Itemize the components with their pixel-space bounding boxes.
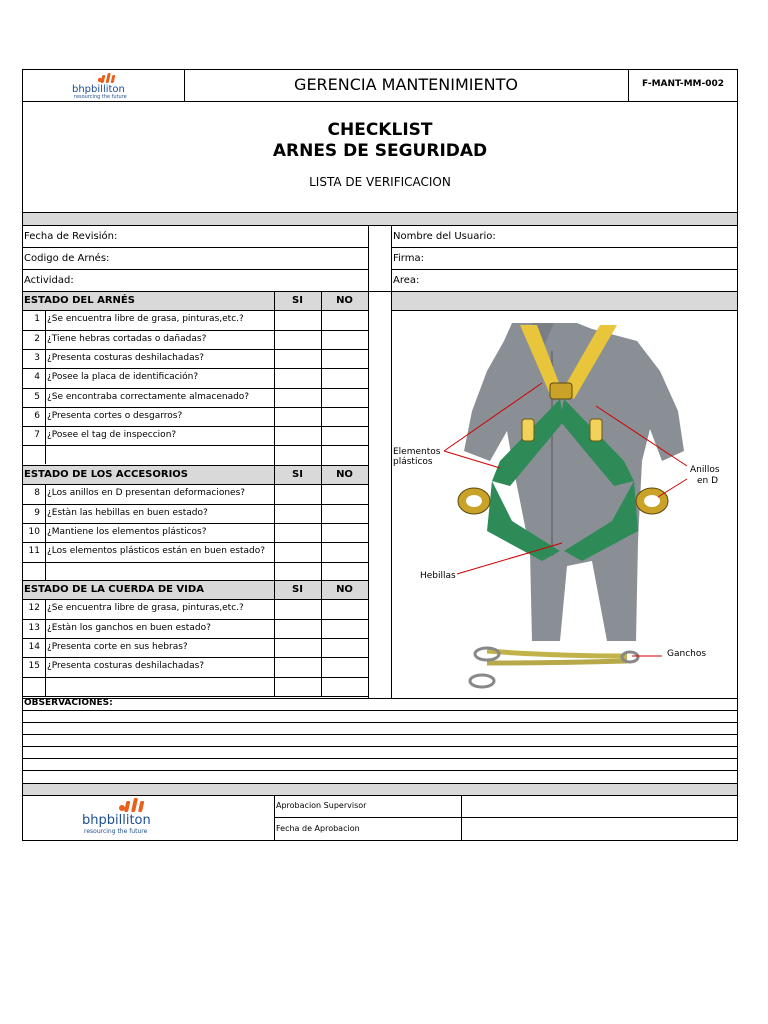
checkbox-no[interactable] xyxy=(322,505,368,522)
field-fecha-revision: Fecha de Revisión: xyxy=(24,231,118,242)
item-question: ¿Posee el tag de inspeccion? xyxy=(47,430,177,440)
field-codigo-arnes: Codigo de Arnés: xyxy=(24,253,110,264)
col-no-header: NO xyxy=(336,469,353,480)
divider xyxy=(22,225,738,226)
divider xyxy=(22,247,368,248)
field-firma: Firma: xyxy=(393,253,424,264)
form-subtitle: LISTA DE VERIFICACION xyxy=(309,175,451,189)
field-actividad: Actividad: xyxy=(24,275,74,286)
item-question: ¿Se encuentra libre de grasa, pinturas,etc.? xyxy=(47,314,244,324)
item-number: 2 xyxy=(34,334,40,344)
dorsal-d-ring-shape xyxy=(550,383,572,399)
col-divider xyxy=(45,599,46,696)
row-divider xyxy=(22,696,368,697)
checkbox-si[interactable] xyxy=(275,408,321,425)
label-anillos: Anillos xyxy=(690,465,720,475)
field-nombre-usuario: Nombre del Usuario: xyxy=(393,231,496,242)
divider xyxy=(274,795,275,841)
col-no-header: NO xyxy=(336,295,353,306)
divider xyxy=(22,795,738,796)
item-question: ¿Los elementos plásticos están en buen estado? xyxy=(47,546,266,556)
divider xyxy=(391,269,738,270)
label-elementos: Elementos xyxy=(393,447,441,457)
checkbox-no[interactable] xyxy=(322,620,368,637)
col-no-header: NO xyxy=(336,584,353,595)
col-si-header: SI xyxy=(292,469,303,480)
checkbox-si[interactable] xyxy=(275,485,321,502)
item-question: ¿Mantiene los elementos plásticos? xyxy=(47,527,207,537)
checkbox-no[interactable] xyxy=(322,543,368,560)
checkbox-no[interactable] xyxy=(322,350,368,367)
checkbox-no[interactable] xyxy=(322,600,368,617)
col-divider xyxy=(45,484,46,581)
item-number: 1 xyxy=(34,314,40,324)
header-title: GERENCIA MANTENIMIENTO xyxy=(294,75,518,94)
divider xyxy=(274,817,738,818)
checkbox-no[interactable] xyxy=(322,485,368,502)
item-number: 3 xyxy=(34,353,40,363)
grey-band xyxy=(392,292,737,310)
footer-logo-name: bhpbilliton xyxy=(82,813,151,828)
observaciones-label: OBSERVACIONES: xyxy=(24,698,113,708)
checkbox-si[interactable] xyxy=(275,620,321,637)
item-number: 7 xyxy=(34,430,40,440)
item-question: ¿Posee la placa de identificación? xyxy=(47,372,199,382)
section-title: ESTADO DEL ARNÉS xyxy=(24,295,135,306)
item-number: 8 xyxy=(34,488,40,498)
item-question: ¿Los anillos en D presentan deformaciones? xyxy=(47,488,246,498)
footer-logo xyxy=(110,798,160,814)
divider xyxy=(22,101,738,102)
item-number: 5 xyxy=(34,392,40,402)
divider xyxy=(22,698,738,699)
harness-illustration xyxy=(392,311,737,697)
logo-name: bhpbilliton xyxy=(72,84,125,95)
item-number: 6 xyxy=(34,411,40,421)
checkbox-si[interactable] xyxy=(275,505,321,522)
row-divider xyxy=(22,580,368,581)
label-ganchos: Ganchos xyxy=(667,649,707,659)
grey-band xyxy=(23,784,737,795)
divider xyxy=(22,269,368,270)
checkbox-si[interactable] xyxy=(275,389,321,406)
checkbox-no[interactable] xyxy=(322,408,368,425)
checkbox-si[interactable] xyxy=(275,543,321,560)
footer-logo-tagline: resourcing the future xyxy=(84,828,148,835)
divider xyxy=(22,212,738,213)
row-divider xyxy=(22,677,368,678)
item-number: 11 xyxy=(28,546,40,556)
checkbox-no[interactable] xyxy=(322,658,368,675)
row-divider xyxy=(22,445,368,446)
lanyard-line xyxy=(487,651,627,656)
label-plasticos: plásticos xyxy=(393,457,433,467)
checkbox-si[interactable] xyxy=(275,369,321,386)
item-question: ¿Tiene hebras cortadas o dañadas? xyxy=(47,334,207,344)
row-divider xyxy=(22,562,368,563)
fecha-aprobacion-label: Fecha de Aprobacion xyxy=(276,824,360,833)
page-title: CHECKLIST xyxy=(327,120,433,140)
col-divider xyxy=(274,580,275,696)
divider xyxy=(368,225,369,698)
divider xyxy=(22,770,738,771)
checkbox-si[interactable] xyxy=(275,350,321,367)
checkbox-si[interactable] xyxy=(275,639,321,656)
checkbox-no[interactable] xyxy=(322,331,368,348)
item-question: ¿Presenta corte en sus hebras? xyxy=(47,642,188,652)
divider xyxy=(461,795,462,841)
col-divider xyxy=(321,580,322,696)
col-si-header: SI xyxy=(292,295,303,306)
plastic-keeper-right-shape xyxy=(590,419,602,441)
divider xyxy=(22,746,738,747)
arrow-anillos-2 xyxy=(658,479,687,497)
checkbox-si[interactable] xyxy=(275,311,321,328)
item-question: ¿Presenta costuras deshilachadas? xyxy=(47,353,205,363)
item-question: ¿Se encontraba correctamente almacenado? xyxy=(47,392,250,402)
plastic-keeper-left-shape xyxy=(522,419,534,441)
field-area: Area: xyxy=(393,275,420,286)
divider xyxy=(391,247,738,248)
row-divider xyxy=(22,465,368,466)
item-question: ¿Se encuentra libre de grasa, pinturas,etc.? xyxy=(47,603,244,613)
col-divider xyxy=(274,465,275,581)
label-hebillas: Hebillas xyxy=(420,571,456,581)
item-number: 15 xyxy=(28,661,40,671)
item-number: 13 xyxy=(28,623,40,633)
item-number: 4 xyxy=(34,372,40,382)
checkbox-si[interactable] xyxy=(275,524,321,541)
col-divider xyxy=(321,465,322,581)
checkbox-no[interactable] xyxy=(322,524,368,541)
side-d-ring-right-hole xyxy=(644,495,660,507)
lanyard-line-2 xyxy=(487,661,627,663)
item-question: ¿Estàn las hebillas en buen estado? xyxy=(47,508,208,518)
checkbox-si[interactable] xyxy=(275,427,321,444)
item-number: 9 xyxy=(34,508,40,518)
item-question: ¿Estàn los ganchos en buen estado? xyxy=(47,623,211,633)
checkbox-no[interactable] xyxy=(322,639,368,656)
checkbox-si[interactable] xyxy=(275,600,321,617)
aprobacion-supervisor-label: Aprobacion Supervisor xyxy=(276,801,367,810)
label-en-d: en D xyxy=(697,476,719,486)
page-subtitle: ARNES DE SEGURIDAD xyxy=(272,141,488,161)
side-d-ring-left-hole xyxy=(466,495,482,507)
checkbox-no[interactable] xyxy=(322,389,368,406)
checkbox-no[interactable] xyxy=(322,311,368,328)
checkbox-si[interactable] xyxy=(275,331,321,348)
form-code: F-MANT-MM-002 xyxy=(641,79,725,89)
divider xyxy=(22,722,738,723)
item-number: 14 xyxy=(28,642,40,652)
divider xyxy=(22,710,738,711)
hook-bottom-shape xyxy=(470,675,494,687)
checkbox-no[interactable] xyxy=(322,427,368,444)
item-number: 12 xyxy=(28,603,40,613)
item-question: ¿Presenta cortes o desgarros? xyxy=(47,411,183,421)
checkbox-no[interactable] xyxy=(322,369,368,386)
divider xyxy=(22,734,738,735)
item-number: 10 xyxy=(28,527,40,537)
section-title: ESTADO DE LOS ACCESORIOS xyxy=(24,469,188,480)
logo-tagline: resourcing the future xyxy=(74,94,127,100)
divider xyxy=(22,758,738,759)
grey-band xyxy=(23,212,737,225)
section-title: ESTADO DE LA CUERDA DE VIDA xyxy=(24,584,204,595)
item-question: ¿Presenta costuras deshilachadas? xyxy=(47,661,205,671)
col-si-header: SI xyxy=(292,584,303,595)
checkbox-si[interactable] xyxy=(275,658,321,675)
col-divider xyxy=(45,310,46,464)
row-divider xyxy=(22,291,368,292)
